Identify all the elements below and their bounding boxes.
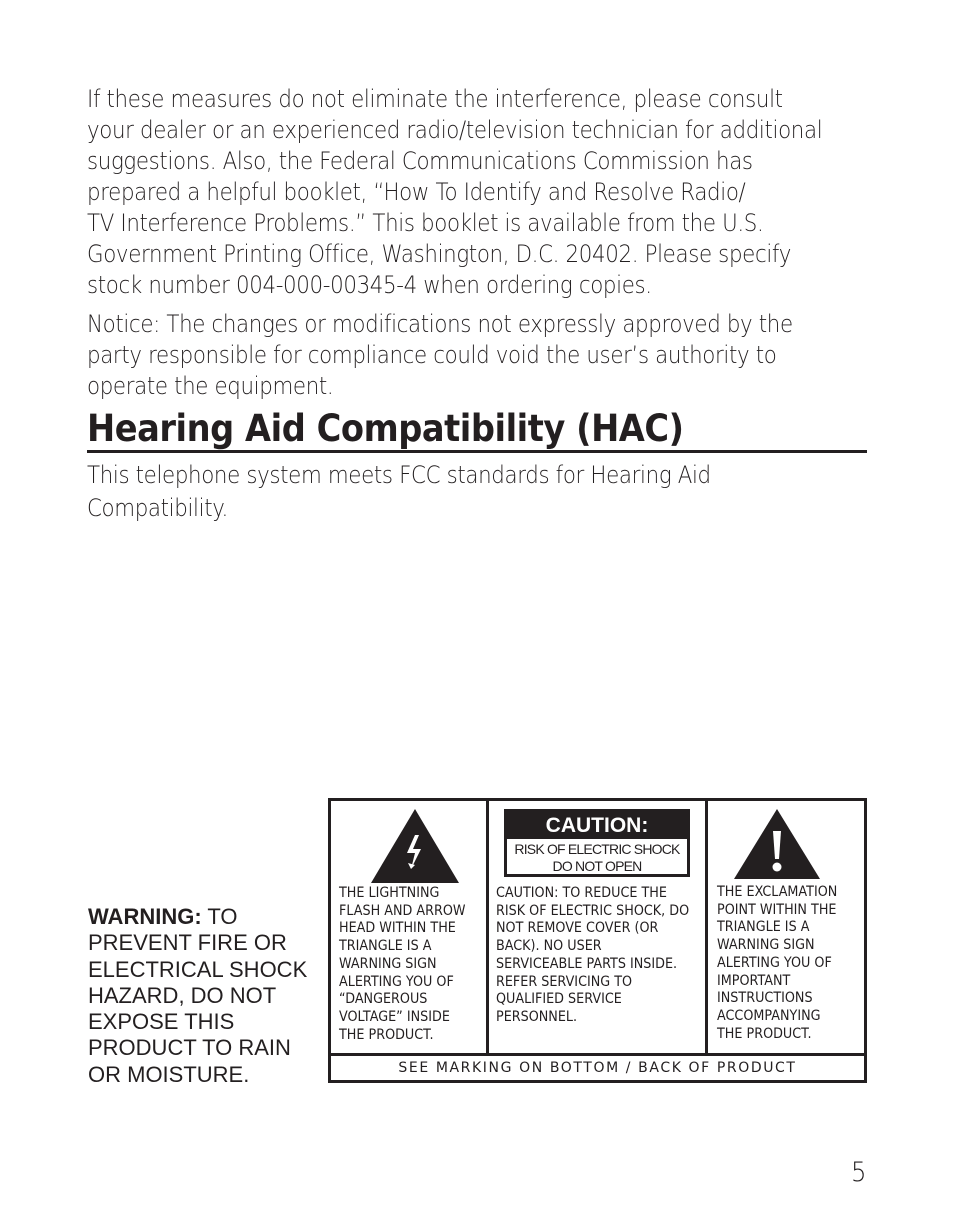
modification-notice-paragraph: Notice: The changes or modifications not expressly approved by the party responsible for compliance could void the user’s authority to operate the equipment. (87, 310, 793, 400)
lightning-triangle-icon (371, 809, 459, 883)
exclamation-explanation: THE EXCLAMATION POINT WITHIN THE TRIANGLE IS A WARNING SIGN ALERTING YOU OF IMPORTANT INSTRUCTIONS ACCOMPANYING THE PRODUCT. (717, 884, 838, 1042)
heading-underline (87, 450, 867, 453)
exclamation-triangle-icon (734, 809, 820, 879)
marking-footer: SEE MARKING ON BOTTOM / BACK OF PRODUCT (398, 1060, 797, 1076)
fcc-interference-paragraph: If these measures do not eliminate the interference, please consult your dealer or an experienced radio/television technician for additional suggestions. Also, the Federal Communications Commission has prepared a helpful booklet, “How To Identify and Resolve Radio/ TV Interference Problems.” This booklet is available from the U.S. Government Printing Office, Washington, D.C. 20402. Please specify stock number 004-000-00345-4 when ordering copies. (87, 85, 823, 299)
caution-label (504, 809, 690, 877)
warning-body: TO PREVENT FIRE OR ELECTRICAL SHOCK HAZARD, DO NOT EXPOSE THIS PRODUCT TO RAIN OR MOISTURE. (88, 904, 308, 1087)
warning-label: WARNING: (88, 904, 202, 929)
lightning-explanation: THE LIGHTNING FLASH AND ARROW HEAD WITHIN THE TRIANGLE IS A WARNING SIGN ALERTING YOU OF “DANGEROUS VOLTAGE” INSIDE THE PRODUCT. (339, 885, 466, 1043)
rain-moisture-warning (88, 904, 323, 1088)
caution-explanation: CAUTION: TO REDUCE THE RISK OF ELECTRIC SHOCK, DO NOT REMOVE COVER (OR BACK). NO USER SERVICEABLE PARTS INSIDE. REFER SERVICING TO QUALIFIED SERVICE PERSONNEL. (496, 885, 690, 1025)
page-number: 5 (851, 1157, 867, 1188)
column-divider-left (486, 801, 489, 1053)
caution-label-box (328, 798, 867, 1083)
hac-paragraph: This telephone system meets FCC standards for Hearing Aid Compatibility. (87, 461, 711, 522)
caution-title: CAUTION: (507, 812, 687, 839)
hac-heading: Hearing Aid Compatibility (HAC) (87, 407, 684, 450)
column-divider-right (705, 801, 708, 1053)
caution-subtitle: RISK OF ELECTRIC SHOCK DO NOT OPEN (514, 841, 680, 874)
